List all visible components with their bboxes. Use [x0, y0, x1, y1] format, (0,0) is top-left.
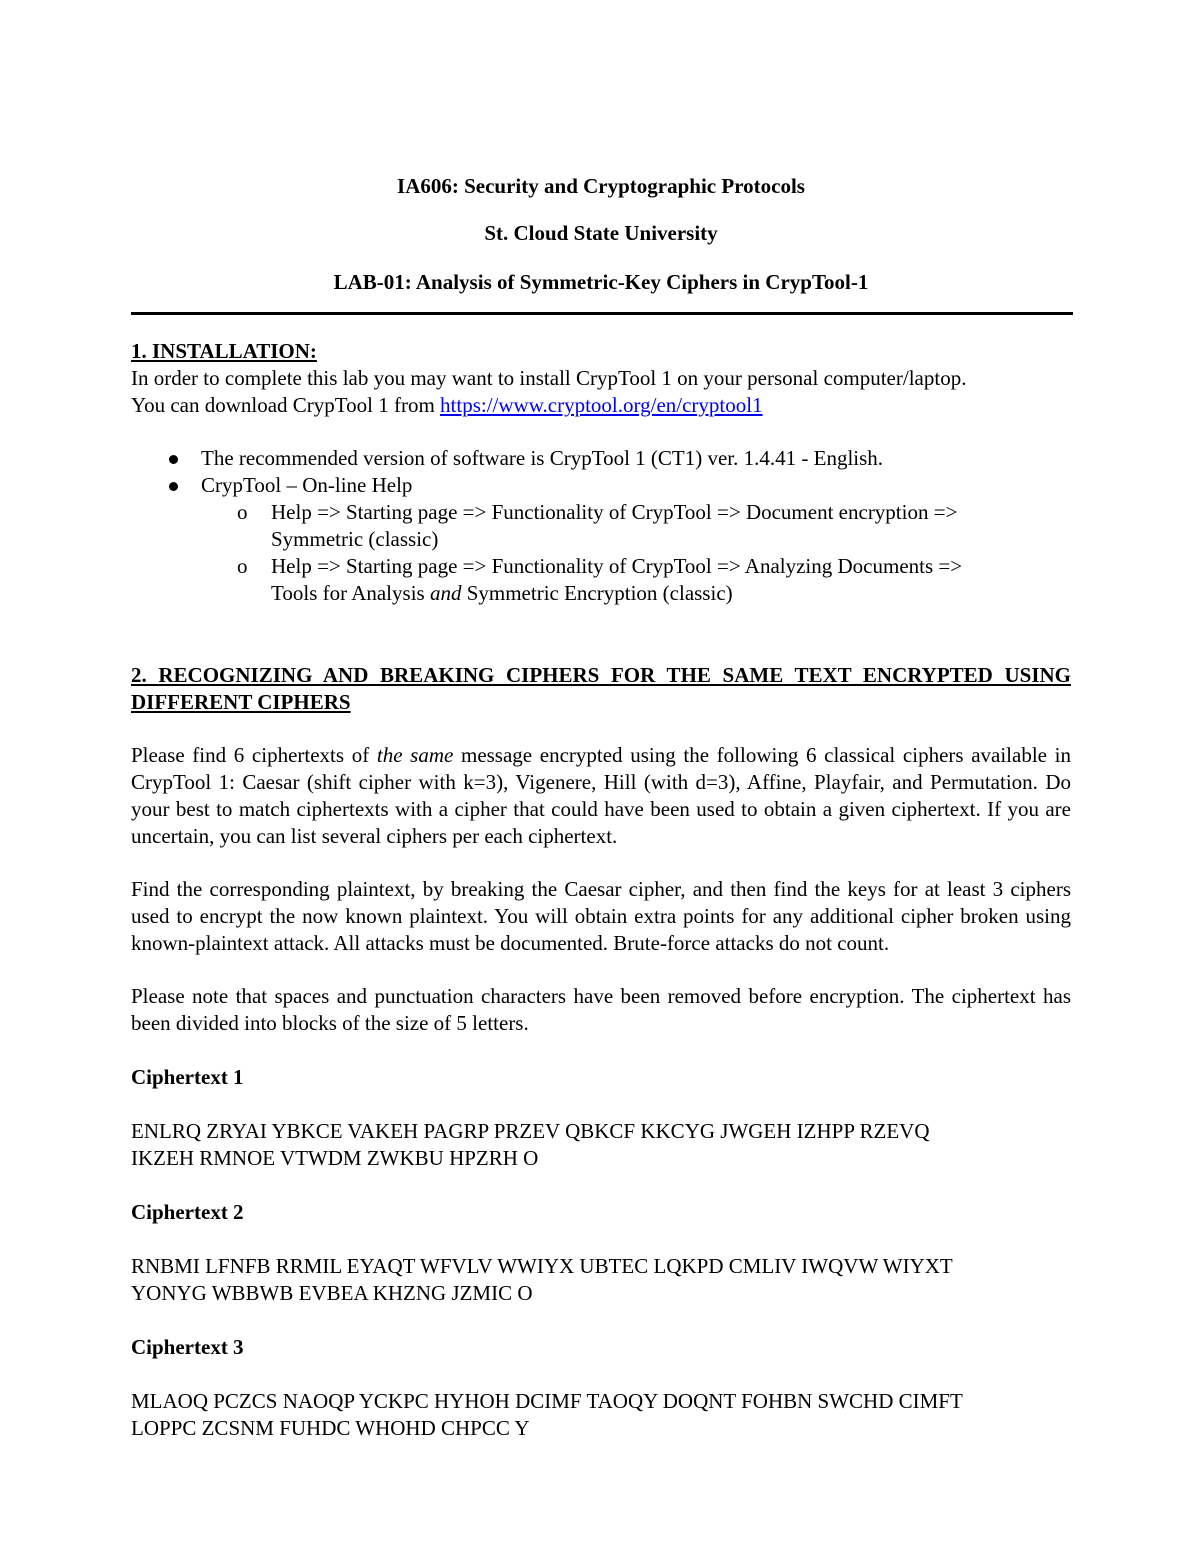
list-item: [131, 472, 1071, 607]
ciphertext-2-block: [131, 1253, 1071, 1307]
sub-bullet-line: [271, 581, 733, 605]
paragraph-text: message encrypted using the following 6 classical ciphers available in CrypTool 1: Caesar (shift cipher with k=3), Vigenere, Hill (with d=3), Affine, Playfair, and Permutation. Do your best to match ciphertexts with a cipher that could have been used to obtain a given ciphertext. If you are uncertain, you can list several ciphers per each ciphertext.: [131, 743, 1071, 848]
bullet-icon: [169, 482, 178, 491]
university-name: St. Cloud State University: [484, 221, 718, 245]
ciphertext-line: RNBMI LFNFB RRMIL EYAQT WFVLV WWIYX UBTEC LQKPD CMLIV IWQVW WIYXT: [131, 1254, 953, 1278]
instructions-paragraph-2: Find the corresponding plaintext, by breaking the Caesar cipher, and then find the keys for at least 3 ciphers used to encrypt the now known plaintext. You will obtain extra points for any additional cipher broken using known-plaintext attack. All attacks must be documented. Brute-force attacks do not count.: [131, 877, 1071, 955]
ciphertext-2-heading: Ciphertext 2: [131, 1200, 244, 1224]
ciphertext-line: YONYG WBBWB EVBEA KHZNG JZMIC O: [131, 1281, 533, 1305]
ciphertext-1-block: [131, 1118, 1071, 1172]
ciphertext-line: ENLRQ ZRYAI YBKCE VAKEH PAGRP PRZEV QBKCF KKCYG JWGEH IZHPP RZEVQ: [131, 1119, 930, 1143]
install-bullet-list: [131, 445, 1071, 607]
list-item: [131, 499, 1071, 553]
list-item: [131, 445, 1071, 472]
help-sub-list: [201, 499, 1071, 607]
sub-bullet-line: Symmetric (classic): [271, 527, 439, 551]
sub-bullet-text: Tools for Analysis: [271, 581, 430, 605]
document-body: [131, 172, 1071, 1442]
install-intro-line2: [131, 392, 1071, 419]
ciphertext-line: MLAOQ PCZCS NAOQP YCKPC HYHOH DCIMF TAOQY DOQNT FOHBN SWCHD CIMFT: [131, 1389, 963, 1413]
sub-bullet-icon: o: [237, 500, 248, 524]
install-intro-line1: In order to complete this lab you may want to install CrypTool 1 on your personal computer/laptop.: [131, 366, 967, 390]
list-item: [131, 553, 1071, 607]
title-divider: [131, 312, 1073, 315]
bullet-text: CrypTool – On-line Help: [201, 473, 413, 497]
cryptool-download-link[interactable]: https://www.cryptool.org/en/cryptool1: [440, 393, 763, 417]
section-heading-recognizing: 2. RECOGNIZING AND BREAKING CIPHERS FOR THE SAME TEXT ENCRYPTED USING DIFFERENT CIPHERS: [131, 663, 1071, 714]
ciphertext-line: IKZEH RMNOE VTWDM ZWKBU HPZRH O: [131, 1146, 539, 1170]
sub-bullet-line: Help => Starting page => Functionality of CrypTool => Document encryption =>: [271, 500, 958, 524]
section-heading-installation: 1. INSTALLATION:: [131, 339, 317, 363]
instructions-paragraph-1: [131, 742, 1071, 850]
ciphertext-1-heading: Ciphertext 1: [131, 1065, 244, 1089]
sub-bullet-line: Help => Starting page => Functionality of CrypTool => Analyzing Documents =>: [271, 554, 963, 578]
ciphertext-3-block: [131, 1388, 1071, 1442]
bullet-text: The recommended version of software is CrypTool 1 (CT1) ver. 1.4.41 - English.: [201, 446, 884, 470]
ciphertext-3-heading: Ciphertext 3: [131, 1335, 244, 1359]
emphasis-text: and: [429, 581, 462, 605]
bullet-icon: [169, 455, 178, 464]
instructions-paragraph-3: Please note that spaces and punctuation characters have been removed before encryption. The ciphertext has been divided into blocks of the size of 5 letters.: [131, 984, 1071, 1035]
sub-bullet-icon: o: [237, 554, 248, 578]
course-title: IA606: Security and Cryptographic Protocols: [397, 174, 805, 198]
ciphertext-line: LOPPC ZCSNM FUHDC WHOHD CHPCC Y: [131, 1416, 530, 1440]
sub-bullet-text: Symmetric Encryption (classic): [461, 581, 733, 605]
install-intro-prefix: You can download CrypTool 1 from: [131, 393, 441, 417]
paragraph-text: Please find 6 ciphertexts of: [131, 743, 377, 767]
lab-title: LAB-01: Analysis of Symmetric-Key Ciphers in CrypTool-1: [333, 270, 869, 294]
emphasis-text: the same: [376, 743, 454, 767]
